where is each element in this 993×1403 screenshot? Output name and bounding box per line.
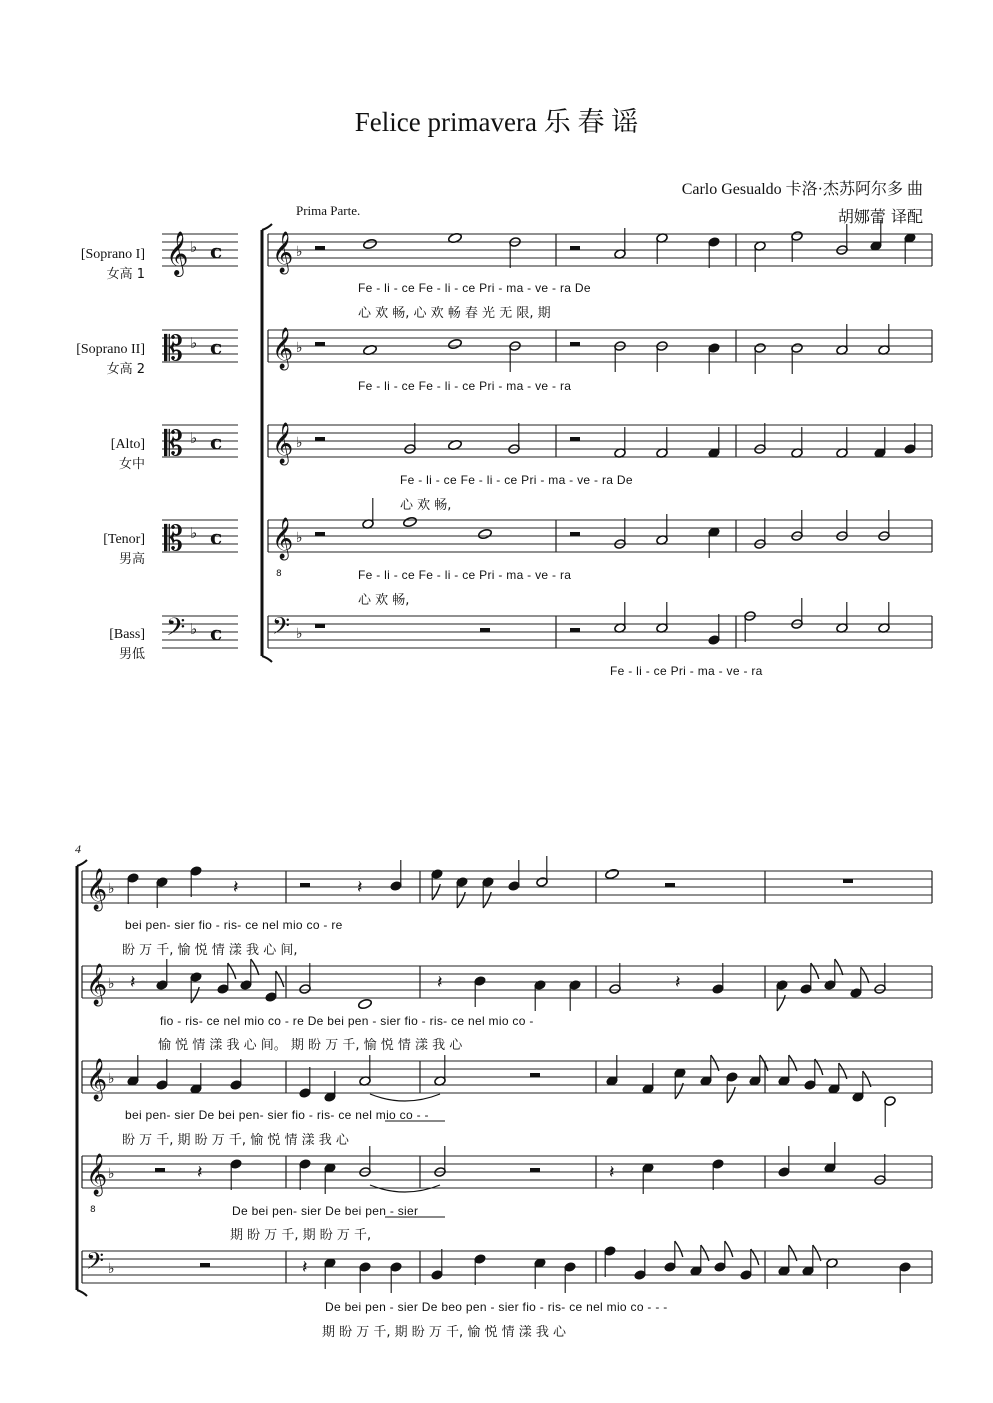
alto-clef-icon: 𝄡 [164,424,183,464]
treble-clef-icon: 𝄞 [86,1154,108,1195]
part-label-alto: [Alto] 女中 [110,437,145,472]
note-flag [861,967,869,983]
note-flag [835,959,843,975]
lyric-bass-latin-sys2: De bei pen - sier De beo pen - sier fio - ris- ce nel mio co - - - [325,1300,668,1314]
flat-icon: ♭ [190,620,198,638]
octave-mark: 8 [276,569,282,579]
note-flag [811,963,819,979]
octave-mark: 8 [90,1205,96,1215]
lyric-bass-chinese-sys2: 期 盼 万 千, 期 盼 万 千, 愉 悦 情 漾 我 心 [322,1325,566,1340]
half-rest [200,1263,210,1267]
lyric-s1-chinese-sys2: 盼 万 千, 愉 悦 情 漾 我 心 间, [122,943,298,958]
note-head [358,998,373,1010]
part-label-bass: [Bass] 男低 [109,627,145,662]
part-label-soprano-1: [Soprano I] 女高 1 [80,247,145,282]
alto-clef-icon: 𝄡 [164,519,183,559]
time-signature: c [210,430,223,454]
half-rest [570,246,580,250]
flat-icon: ♭ [296,340,303,356]
alto-clef-icon: 𝄡 [164,329,183,369]
lyric-alto-latin-sys2: bei pen- sier De bei pen- sier fio - ris- ce nel mio co - - [125,1108,429,1122]
page-title: Felice primavera 乐 春 谣 [354,107,639,137]
flat-icon: ♭ [190,524,198,542]
half-rest [570,342,580,346]
quarter-rest: 𝄽 [197,1162,203,1183]
lyric-s2-latin-sys1: Fe - li - ce Fe - li - ce Pri - ma - ve - ra [358,379,572,393]
quarter-rest: 𝄽 [437,972,443,993]
note-flag [432,884,440,900]
lyric-tenor-chinese-sys1: 心 欢 畅, [358,593,410,608]
half-rest [480,628,490,632]
lyric-s1-chinese-sys1: 心 欢 畅, 心 欢 畅 春 光 无 限, 期 [358,306,551,321]
half-rest [530,1073,540,1077]
lyric-bass-latin-sys1: Fe - li - ce Pri - ma - ve - ra [610,664,763,678]
lyric-alto-chinese-sys2: 盼 万 千, 期 盼 万 千, 愉 悦 情 漾 我 心 [122,1133,349,1148]
note-flag [251,959,259,975]
note-flag [483,892,491,908]
treble-clef-icon: 𝄞 [86,964,108,1005]
bass-clef-icon: 𝄢 [86,1247,105,1280]
whole-rest [843,879,853,883]
time-signature: c [210,239,223,263]
half-rest [155,1168,165,1172]
half-rest [315,246,325,250]
note-flag [457,892,465,908]
lyric-tenor-latin-sys2: De bei pen- sier De bei pen - sier [232,1204,419,1218]
quarter-rest: 𝄽 [357,877,363,898]
lyric-s1-latin-sys1: Fe - li - ce Fe - li - ce Pri - ma - ve - ra De [358,281,591,295]
flat-icon: ♭ [190,334,198,352]
part-label-tenor: [Tenor] 男高 [103,532,145,567]
section-label: Prima Parte. [296,203,361,218]
time-signature: c [210,621,223,645]
half-rest [315,342,325,346]
treble-clef-icon: 𝄞 [86,869,108,910]
half-rest [570,532,580,536]
lyric-s1-latin-sys2: bei pen- sier fio - ris- ce nel mio co - re [125,918,343,932]
treble-clef-icon: 𝄞 [272,423,294,464]
whole-rest [315,624,325,628]
treble-clef-icon: 𝄞 [166,231,189,275]
treble-clef-icon: 𝄞 [272,328,294,369]
treble-clef-icon: 𝄞 [272,232,294,273]
quarter-rest: 𝄽 [302,1257,308,1278]
half-rest [665,883,675,887]
flat-icon: ♭ [108,976,115,992]
lyric-alto-latin-sys1: Fe - li - ce Fe - li - ce Pri - ma - ve - ra De [400,473,633,487]
treble-clef-icon: 𝄞 [86,1059,108,1100]
note-flag [191,987,199,1003]
half-rest [315,532,325,536]
note-head [478,528,493,540]
flat-icon: ♭ [296,530,303,546]
time-signature: c [210,525,223,549]
note-flag [675,1241,683,1257]
quarter-rest: 𝄽 [233,877,239,898]
note-head [448,338,463,350]
note-head [403,516,418,528]
time-signature: c [210,335,223,359]
half-rest [530,1168,540,1172]
flat-icon: ♭ [296,435,303,451]
flat-icon: ♭ [108,1166,115,1182]
measure-number: 4 [75,842,81,856]
bass-clef-icon: 𝄢 [272,612,291,645]
note-flag [727,1087,735,1103]
part-label-soprano-2: [Soprano II] 女高 2 [76,342,145,377]
flat-icon: ♭ [108,1261,115,1277]
flat-icon: ♭ [190,238,198,256]
flat-icon: ♭ [296,244,303,260]
lyric-tenor-latin-sys1: Fe - li - ce Fe - li - ce Pri - ma - ve - ra [358,568,572,582]
quarter-rest: 𝄽 [609,1162,615,1183]
composer-credit: Carlo Gesualdo 卡洛·杰苏阿尔多 曲 [681,181,923,198]
bass-clef-icon: 𝄢 [166,613,186,648]
lyric-alto-chinese-sys1: 心 欢 畅, [400,498,452,513]
lyric-s2-latin-sys2: fio - ris- ce nel mio co - re De bei pen - sier fio - ris- ce nel mio co - [160,1014,534,1028]
note-head [605,868,620,880]
note-head [363,238,378,250]
arranger-credit: 胡娜蕾 译配 [837,207,923,226]
half-rest [300,883,310,887]
note-flag [228,963,236,979]
flat-icon: ♭ [296,626,303,642]
half-rest [315,437,325,441]
flat-icon: ♭ [108,1071,115,1087]
note-flag [725,1241,733,1257]
note-flag [276,971,284,987]
flat-icon: ♭ [190,429,198,447]
flat-icon: ♭ [108,881,115,897]
tie [370,1094,440,1101]
quarter-rest: 𝄽 [675,972,681,993]
half-rest [570,628,580,632]
half-rest [570,437,580,441]
quarter-rest: 𝄽 [130,972,136,993]
note-flag [777,995,785,1011]
lyric-s2-chinese-sys2: 愉 悦 情 漾 我 心 间。 期 盼 万 千, 愉 悦 情 漾 我 心 [158,1038,463,1053]
treble-clef-icon: 𝄞 [272,518,294,559]
lyric-tenor-chinese-sys2: 期 盼 万 千, 期 盼 万 千, [230,1228,372,1243]
